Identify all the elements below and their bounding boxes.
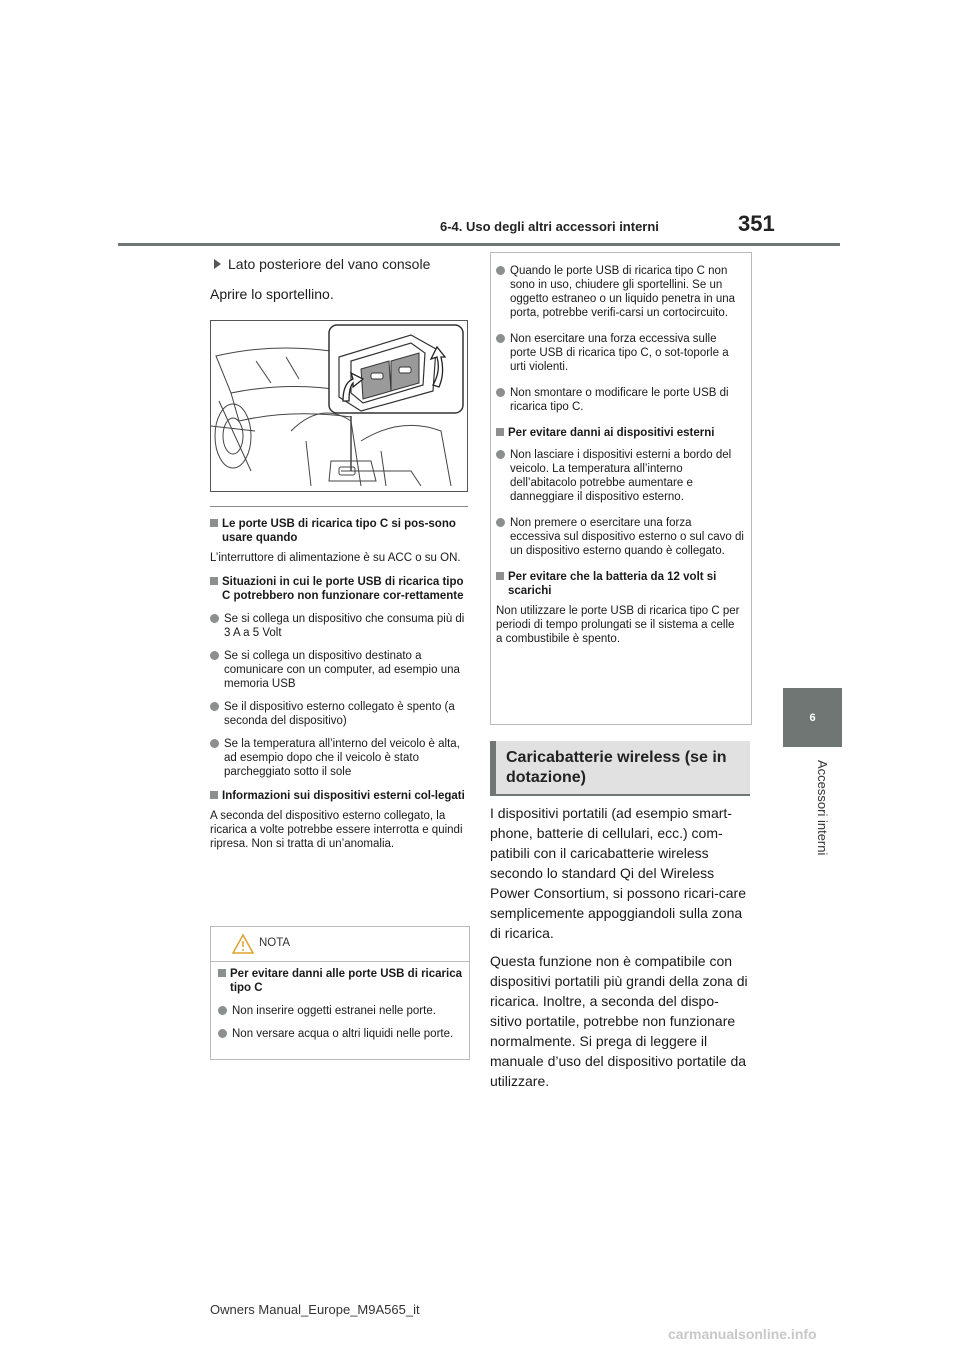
circle-bullet-icon [210, 739, 219, 748]
nota-content [218, 957, 462, 1041]
paragraph: Questa funzione non è compatibile con dispositivi portatili più grandi della zona di ricarica. Inoltre, a seconda del dispo-sitivo portatile, potrebbe non funzionare normalmente. Si prega di leggere il manuale d’uso del dispositivo portatile da utilizzare. [490, 953, 748, 1089]
list-item: Se la temperatura all’interno del veicolo è alta, ad esempio dopo che il veicolo è stato parcheggiato sotto il sole [210, 737, 468, 779]
usb-info-notes [210, 517, 468, 851]
paragraph: I dispositivi portatili (ad esempio smart-phone, batterie di cellulari, ecc.) com-patibili con il caricabatterie wireless secondo lo standard Qi del Wireless Power Consortium, si possono ricari-care semplicemente appoggiandoli sulla zona di ricarica. [490, 805, 746, 941]
triangle-bullet-icon [214, 259, 221, 269]
square-bullet-icon [210, 577, 218, 585]
note-heading: Situazioni in cui le porte USB di ricarica tipo C potrebbero non funzionare cor-rettamente [210, 575, 468, 603]
list-item: Quando le porte USB di ricarica tipo C non sono in uso, chiudere gli sportellini. Se un oggetto estraneo o un liquido penetra in una porta, potrebbe verifi-carsi un cortocircuito. [496, 264, 744, 320]
circle-bullet-icon [210, 702, 219, 711]
note-text: Non utilizzare le porte USB di ricarica tipo C per periodi di tempo prolungati se il sistema a celle a combustibile è spento. [496, 605, 740, 645]
list-item: Non lasciare i dispositivi esterni a bordo del veicolo. La temperatura all’interno dell’abitacolo potrebbe aumentare e danneggiare il dispositivo esterno. [496, 448, 744, 504]
page-number: 351 [738, 211, 775, 236]
chapter-label: Accessori interni [815, 760, 830, 856]
list-item: Non esercitare una forza eccessiva sulle porte USB di ricarica tipo C, o sot-toporle a urti violenti. [496, 332, 744, 374]
square-bullet-icon [210, 519, 218, 527]
circle-bullet-icon [218, 1029, 227, 1038]
square-bullet-icon [218, 969, 226, 977]
chapter-tab [783, 688, 842, 747]
list-item: Non smontare o modificare le porte USB di ricarica tipo C. [496, 386, 744, 414]
circle-bullet-icon [210, 651, 219, 660]
caution-content [496, 255, 744, 646]
console-illustration-svg [211, 321, 467, 491]
watermark: carmanualsonline.info [668, 1326, 817, 1342]
note-heading: Informazioni sui dispositivi esterni col-legati [210, 789, 468, 803]
circle-bullet-icon [496, 388, 505, 397]
chapter-number: 6 [809, 711, 816, 724]
nota-box [210, 926, 470, 1060]
left-column [210, 256, 468, 851]
square-bullet-icon [210, 791, 218, 799]
circle-bullet-icon [210, 614, 219, 623]
list-item: Se si collega un dispositivo che consuma più di 3 A a 5 Volt [210, 612, 468, 640]
circle-bullet-icon [496, 334, 505, 343]
subheading: Lato posteriore del vano console [210, 256, 468, 272]
console-rear-usb-illustration [210, 320, 468, 492]
circle-bullet-icon [218, 1006, 227, 1015]
note-heading: Per evitare danni ai dispositivi esterni [496, 426, 744, 440]
note-heading: Le porte USB di ricarica tipo C si pos-sono usare quando [210, 517, 468, 545]
manual-id: Owners Manual_Europe_M9A565_it [210, 1302, 420, 1317]
wireless-charger-description [490, 803, 750, 1099]
header-rule [118, 243, 840, 246]
nota-title: NOTA [259, 937, 291, 949]
instruction: Aprire lo sportellino. [210, 286, 334, 302]
caution-box [490, 252, 752, 725]
list-item: Non premere o esercitare una forza eccessiva sul dispositivo esterno o sul cavo di un dispositivo esterno quando è collegato. [496, 516, 744, 558]
circle-bullet-icon [496, 518, 505, 527]
note-text: L’interruttore di alimentazione è su ACC o su ON. [210, 552, 461, 564]
note-text: A seconda del dispositivo esterno collegato, la ricarica a volte potrebbe essere interrotta e quindi ripresa. Non si tratta di un’anomalia. [210, 810, 463, 850]
warning-triangle-icon [231, 933, 255, 955]
list-item: Se il dispositivo esterno collegato è spento (a seconda del dispositivo) [210, 700, 468, 728]
section-heading [490, 741, 750, 794]
section-heading-rule [490, 794, 750, 796]
list-item: Non inserire oggetti estranei nelle porte. [218, 1004, 462, 1018]
section-heading-text: Caricabatterie wireless (se in dotazione) [506, 749, 727, 786]
divider [210, 506, 468, 507]
square-bullet-icon [496, 428, 504, 436]
note-heading: Per evitare danni alle porte USB di ricarica tipo C [218, 967, 462, 995]
list-item: Non versare acqua o altri liquidi nelle porte. [218, 1027, 462, 1041]
circle-bullet-icon [496, 450, 505, 459]
section-title: 6-4. Uso degli altri accessori interni [440, 219, 659, 234]
circle-bullet-icon [496, 266, 505, 275]
square-bullet-icon [496, 572, 504, 580]
note-heading: Per evitare che la batteria da 12 volt si scarichi [496, 570, 744, 598]
list-item: Se si collega un dispositivo destinato a comunicare con un computer, ad esempio una memoria USB [210, 649, 468, 691]
